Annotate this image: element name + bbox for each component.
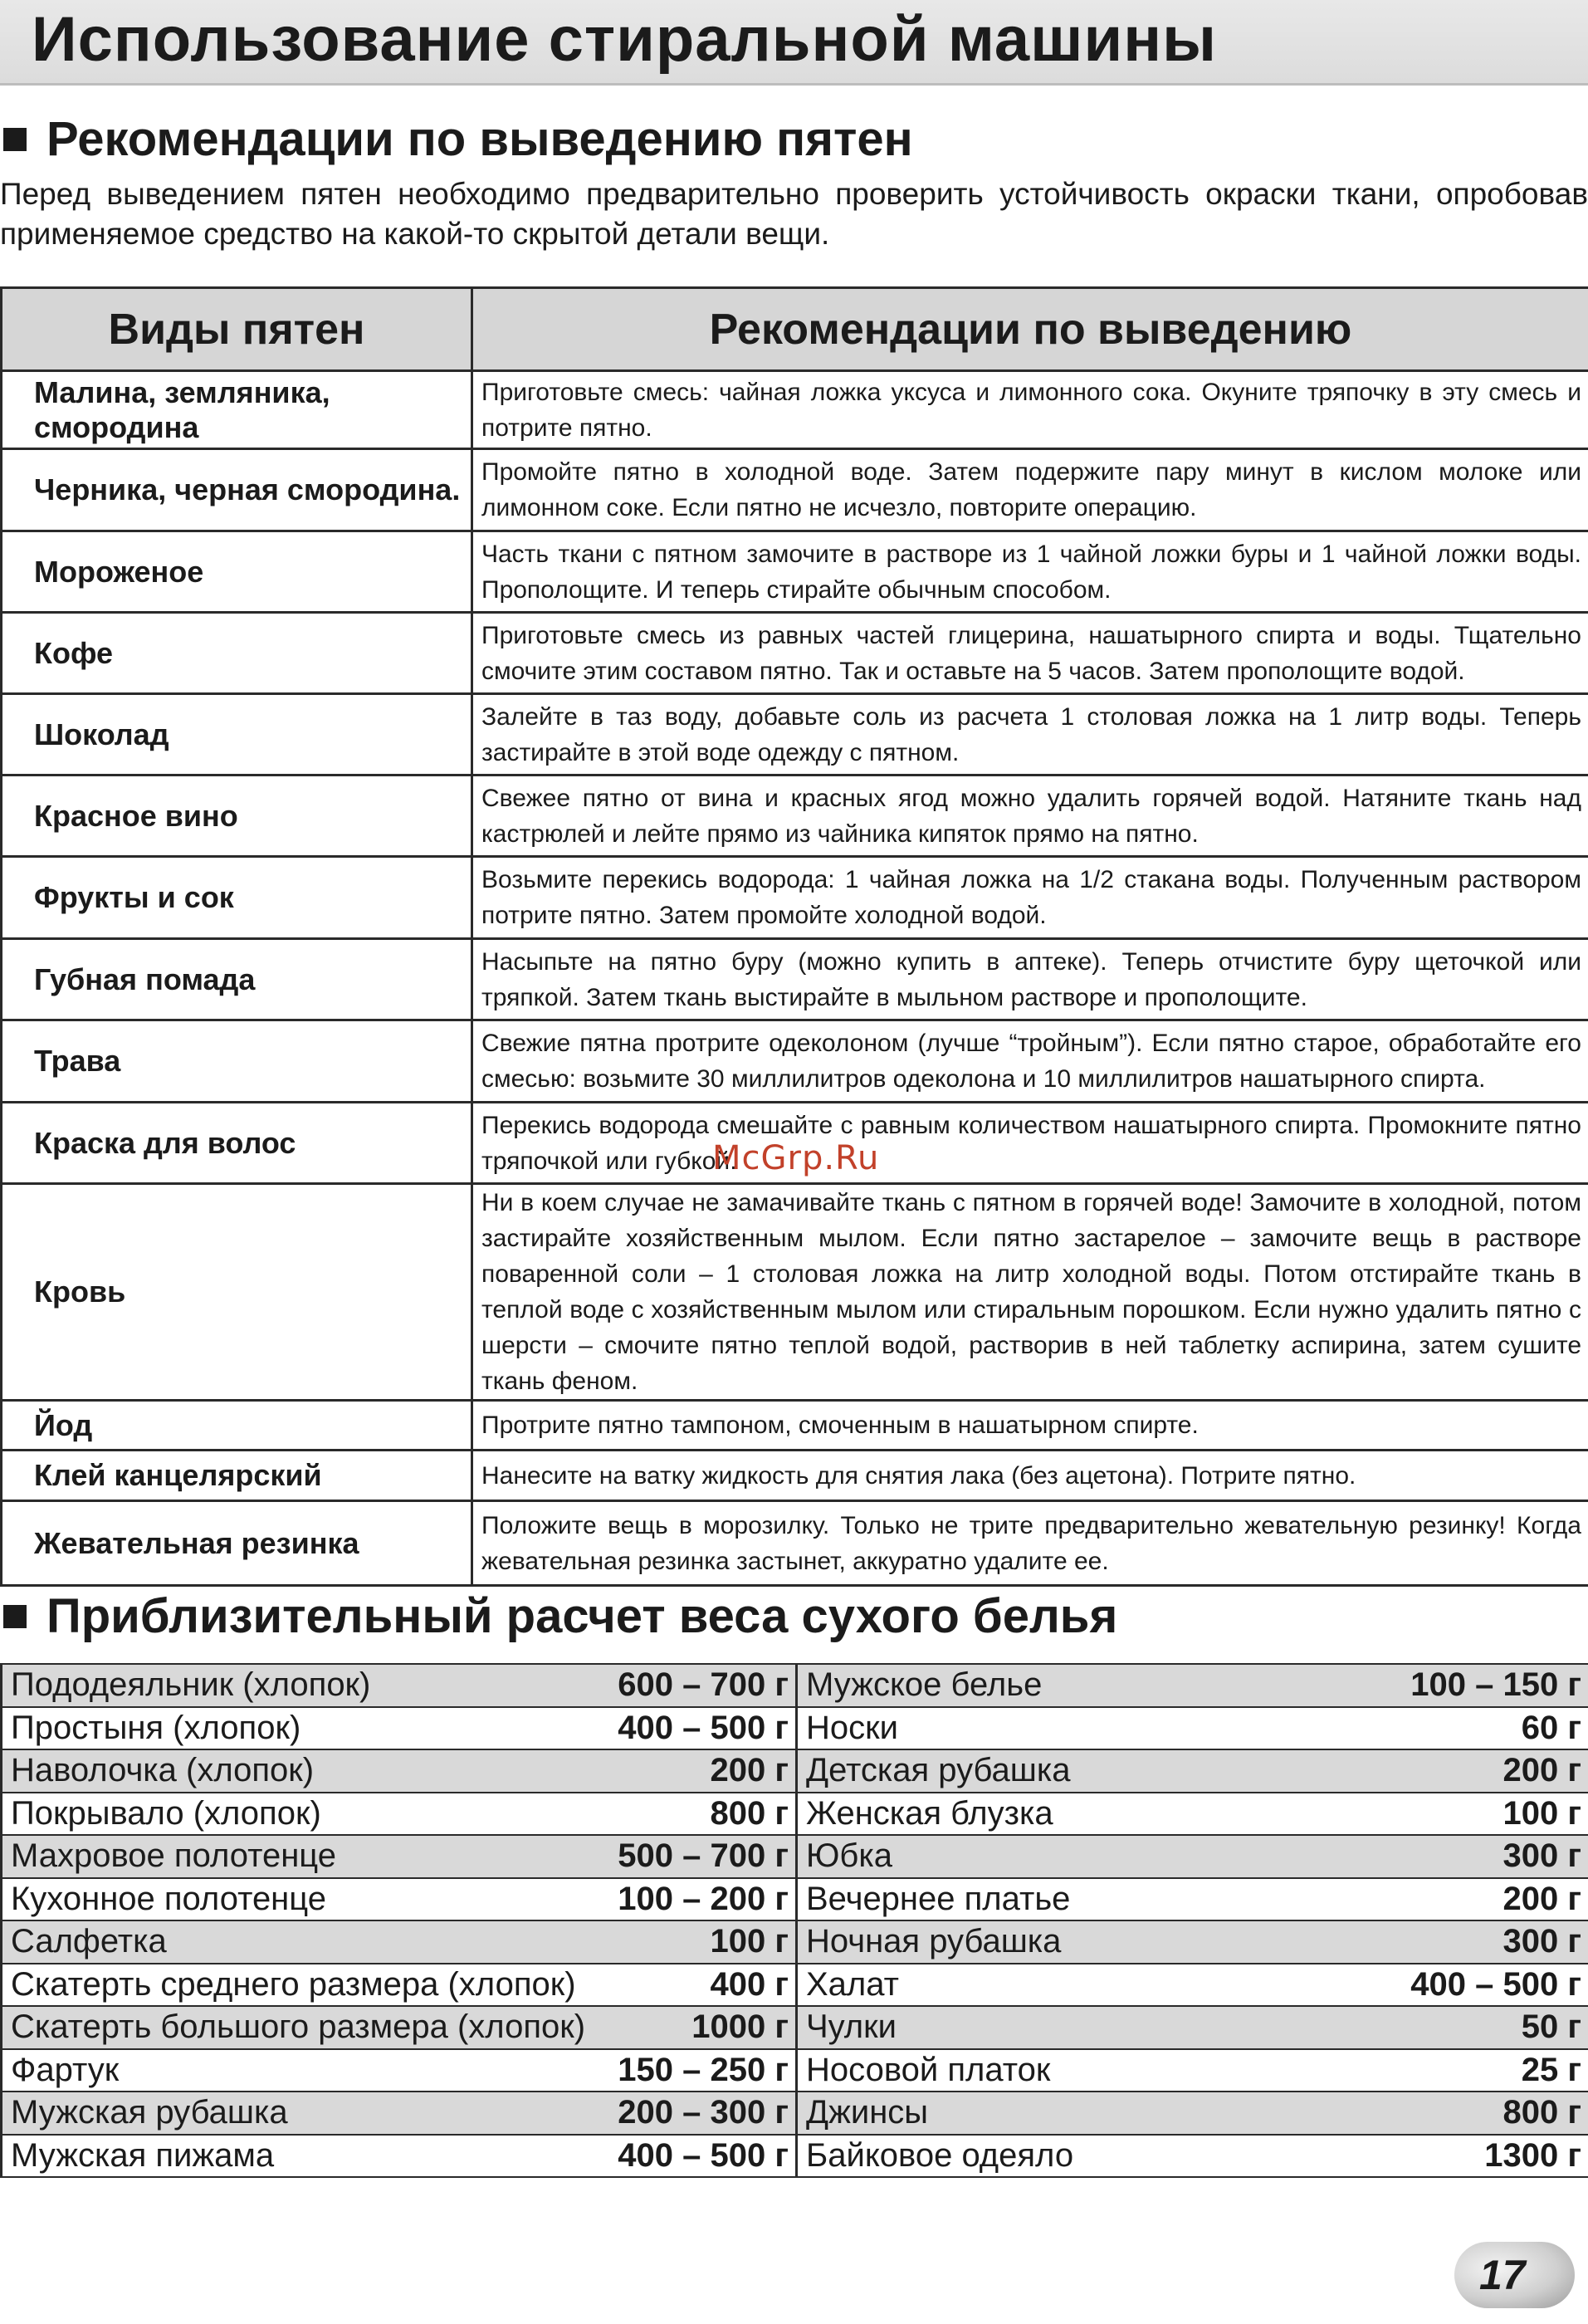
stain-name: Малина, земляника, смородина xyxy=(2,371,472,449)
item-name: Мужская пижама xyxy=(2,2135,591,2178)
table-row xyxy=(2,2049,1588,2092)
stain-name: Губная помада xyxy=(2,939,472,1020)
stains-table-header xyxy=(2,288,1588,371)
stain-name: Кровь xyxy=(2,1184,472,1401)
column-header-stain-type: Виды пятен xyxy=(2,288,472,371)
table-row xyxy=(2,1020,1588,1103)
table-row xyxy=(2,449,1588,531)
item-name: Покрывало (хлопок) xyxy=(2,1793,591,1836)
item-weight: 200 – 300 г xyxy=(591,2092,797,2135)
table-row xyxy=(2,1920,1588,1964)
table-row xyxy=(2,1793,1588,1836)
item-weight: 200 г xyxy=(591,1749,797,1793)
stain-recommendation: Ни в коем случае не замачивайте ткань с пятном в горячей воде! Замочите в холодной, потом застирайте хозяйственным мылом. Если пятно застарелое – замочите вещь в растворе поваренной соли – 1 столовая ложка на литр холодной воды. Потом отстирайте ткань в теплой воде с хозяйственным мылом или стиральным порошком. Если нужно удалить пятно с шерсти – смочите пятно теплой водой, растворив в ней таблетку аспирина, затем сушите ткань феном. xyxy=(472,1184,1588,1401)
stain-recommendation: Насыпьте на пятно буру (можно купить в аптеке). Теперь отчистите буру щеточкой или тряпкой. Затем ткань выстирайте в мыльном растворе и прополощите. xyxy=(472,939,1588,1020)
item-weight: 150 – 250 г xyxy=(591,2049,797,2092)
item-weight: 400 – 500 г xyxy=(591,2135,797,2178)
item-name: Скатерть среднего размера (хлопок) xyxy=(2,1964,591,2007)
stain-recommendation: Залейте в таз воду, добавьте соль из расчета 1 столовая ложка на 1 литр воды. Теперь застирайте в этой воде одежду с пятном. xyxy=(472,694,1588,775)
item-weight: 200 г xyxy=(1390,1749,1588,1793)
item-weight: 100 г xyxy=(591,1920,797,1964)
stain-recommendation: Протрите пятно тампоном, смоченным в нашатырном спирте. xyxy=(472,1401,1588,1451)
item-weight: 100 г xyxy=(1390,1793,1588,1836)
title-bar xyxy=(0,0,1588,86)
column-header-recommendation: Рекомендации по выведению xyxy=(472,288,1588,371)
item-name: Носовой платок xyxy=(797,2049,1390,2092)
item-name: Носки xyxy=(797,1707,1390,1750)
item-weight: 400 – 500 г xyxy=(1390,1964,1588,2007)
stains-table xyxy=(0,286,1588,1587)
item-name: Скатерть большого размера (хлопок) xyxy=(2,2006,591,2049)
item-weight: 400 – 500 г xyxy=(591,1707,797,1750)
stain-name: Краска для волос xyxy=(2,1103,472,1184)
stain-name: Клей канцелярский xyxy=(2,1451,472,1501)
page-title: Использование стиральной машины xyxy=(32,4,1218,75)
weights-heading xyxy=(0,1588,1117,1646)
square-bullet-icon xyxy=(3,1605,27,1628)
table-row xyxy=(2,775,1588,857)
item-name: Вечернее платье xyxy=(797,1878,1390,1921)
item-name: Ночная рубашка xyxy=(797,1920,1390,1964)
item-name: Чулки xyxy=(797,2006,1390,2049)
table-row xyxy=(2,531,1588,613)
stain-name: Жевательная резинка xyxy=(2,1501,472,1586)
square-bullet-icon xyxy=(3,128,27,151)
item-weight: 25 г xyxy=(1390,2049,1588,2092)
stain-name: Мороженое xyxy=(2,531,472,613)
stain-name: Шоколад xyxy=(2,694,472,775)
table-row xyxy=(2,1707,1588,1750)
table-row xyxy=(2,2092,1588,2135)
item-name: Фартук xyxy=(2,2049,591,2092)
weights-heading-text: Приблизительный расчет веса сухого белья xyxy=(46,1589,1118,1643)
table-row xyxy=(2,1184,1588,1401)
stain-recommendation: Свежие пятна протрите одеколоном (лучше “тройным”). Если пятно старое, обработайте его смесью: возьмите 30 миллилитров одеколона и 10 миллилитров нашатырного спирта. xyxy=(472,1020,1588,1103)
item-name: Пододеяльник (хлопок) xyxy=(2,1664,591,1707)
item-weight: 500 – 700 г xyxy=(591,1835,797,1878)
stain-recommendation: Приготовьте смесь из равных частей глицерина, нашатырного спирта и воды. Тщательно смочите этим составом пятно. Так и оставьте на 5 часов. Затем прополощите водой. xyxy=(472,613,1588,694)
item-weight: 600 – 700 г xyxy=(591,1664,797,1707)
item-name: Простыня (хлопок) xyxy=(2,1707,591,1750)
table-row xyxy=(2,694,1588,775)
weights-table xyxy=(0,1663,1588,2178)
stain-name: Йод xyxy=(2,1401,472,1451)
table-row xyxy=(2,1401,1588,1451)
page-number: 17 xyxy=(1479,2252,1526,2298)
page-number-badge xyxy=(1454,2242,1575,2308)
table-row xyxy=(2,371,1588,449)
stain-recommendation: Свежее пятно от вина и красных ягод можно удалить горячей водой. Натяните ткань над кастрюлей и лейте прямо из чайника кипяток прямо на пятно. xyxy=(472,775,1588,857)
item-name: Мужское белье xyxy=(797,1664,1390,1707)
item-weight: 1000 г xyxy=(591,2006,797,2049)
table-row xyxy=(2,1878,1588,1921)
item-name: Байковое одеяло xyxy=(797,2135,1390,2178)
table-row xyxy=(2,939,1588,1020)
stain-recommendation: Нанесите на ватку жидкость для снятия лака (без ацетона). Потрите пятно. xyxy=(472,1451,1588,1501)
stain-name: Кофе xyxy=(2,613,472,694)
item-name: Юбка xyxy=(797,1835,1390,1878)
table-row xyxy=(2,1451,1588,1501)
table-row xyxy=(2,2135,1588,2178)
item-weight: 800 г xyxy=(591,1793,797,1836)
stain-recommendation: Перекись водорода смешайте с равным количеством нашатырного спирта. Промокните пятно тряпочкой или губкой. xyxy=(472,1103,1588,1184)
item-name: Женская блузка xyxy=(797,1793,1390,1836)
stain-name: Черника, черная смородина. xyxy=(2,449,472,531)
table-row xyxy=(2,2006,1588,2049)
item-weight: 400 г xyxy=(591,1964,797,2007)
item-name: Детская рубашка xyxy=(797,1749,1390,1793)
item-weight: 300 г xyxy=(1390,1835,1588,1878)
watermark: McGrp.Ru xyxy=(712,1139,880,1177)
stain-recommendation: Часть ткани с пятном замочите в растворе из 1 чайной ложки буры и 1 чайной ложки воды. Прополощите. И теперь стирайте обычным способом. xyxy=(472,531,1588,613)
table-row xyxy=(2,857,1588,939)
item-weight: 200 г xyxy=(1390,1878,1588,1921)
item-weight: 50 г xyxy=(1390,2006,1588,2049)
item-name: Салфетка xyxy=(2,1920,591,1964)
item-name: Мужская рубашка xyxy=(2,2092,591,2135)
item-weight: 800 г xyxy=(1390,2092,1588,2135)
stain-name: Красное вино xyxy=(2,775,472,857)
stains-intro: Перед выведением пятен необходимо предварительно проверить устойчивость окраски ткани, опробовав применяемое средство на какой-то скрытой детали вещи. xyxy=(0,177,1588,251)
table-row xyxy=(2,1964,1588,2007)
stain-name: Фрукты и сок xyxy=(2,857,472,939)
stain-recommendation: Положите вещь в морозилку. Только не трите предварительно жевательную резинку! Когда жевательная резинка застынет, аккуратно удалите ее. xyxy=(472,1501,1588,1586)
item-weight: 100 – 150 г xyxy=(1390,1664,1588,1707)
item-name: Джинсы xyxy=(797,2092,1390,2135)
item-weight: 300 г xyxy=(1390,1920,1588,1964)
stains-heading-text: Рекомендации по выведению пятен xyxy=(46,112,913,166)
stain-name: Трава xyxy=(2,1020,472,1103)
item-name: Халат xyxy=(797,1964,1390,2007)
table-row xyxy=(2,1749,1588,1793)
item-name: Наволочка (хлопок) xyxy=(2,1749,591,1793)
table-row xyxy=(2,1835,1588,1878)
item-name: Кухонное полотенце xyxy=(2,1878,591,1921)
table-row xyxy=(2,613,1588,694)
stain-recommendation: Возьмите перекись водорода: 1 чайная ложка на 1/2 стакана воды. Полученным раствором потрите пятно. Затем промойте холодной водой. xyxy=(472,857,1588,939)
table-row xyxy=(2,1501,1588,1586)
item-weight: 60 г xyxy=(1390,1707,1588,1750)
table-row xyxy=(2,1664,1588,1707)
stain-recommendation: Промойте пятно в холодной воде. Затем подержите пару минут в кислом молоке или лимонном соке. Если пятно не исчезло, повторите операцию. xyxy=(472,449,1588,531)
item-weight: 100 – 200 г xyxy=(591,1878,797,1921)
stains-heading xyxy=(0,110,913,169)
item-weight: 1300 г xyxy=(1390,2135,1588,2178)
stain-recommendation: Приготовьте смесь: чайная ложка уксуса и лимонного сока. Окуните тряпочку в эту смесь и потрите пятно. xyxy=(472,371,1588,449)
item-name: Махровое полотенце xyxy=(2,1835,591,1878)
